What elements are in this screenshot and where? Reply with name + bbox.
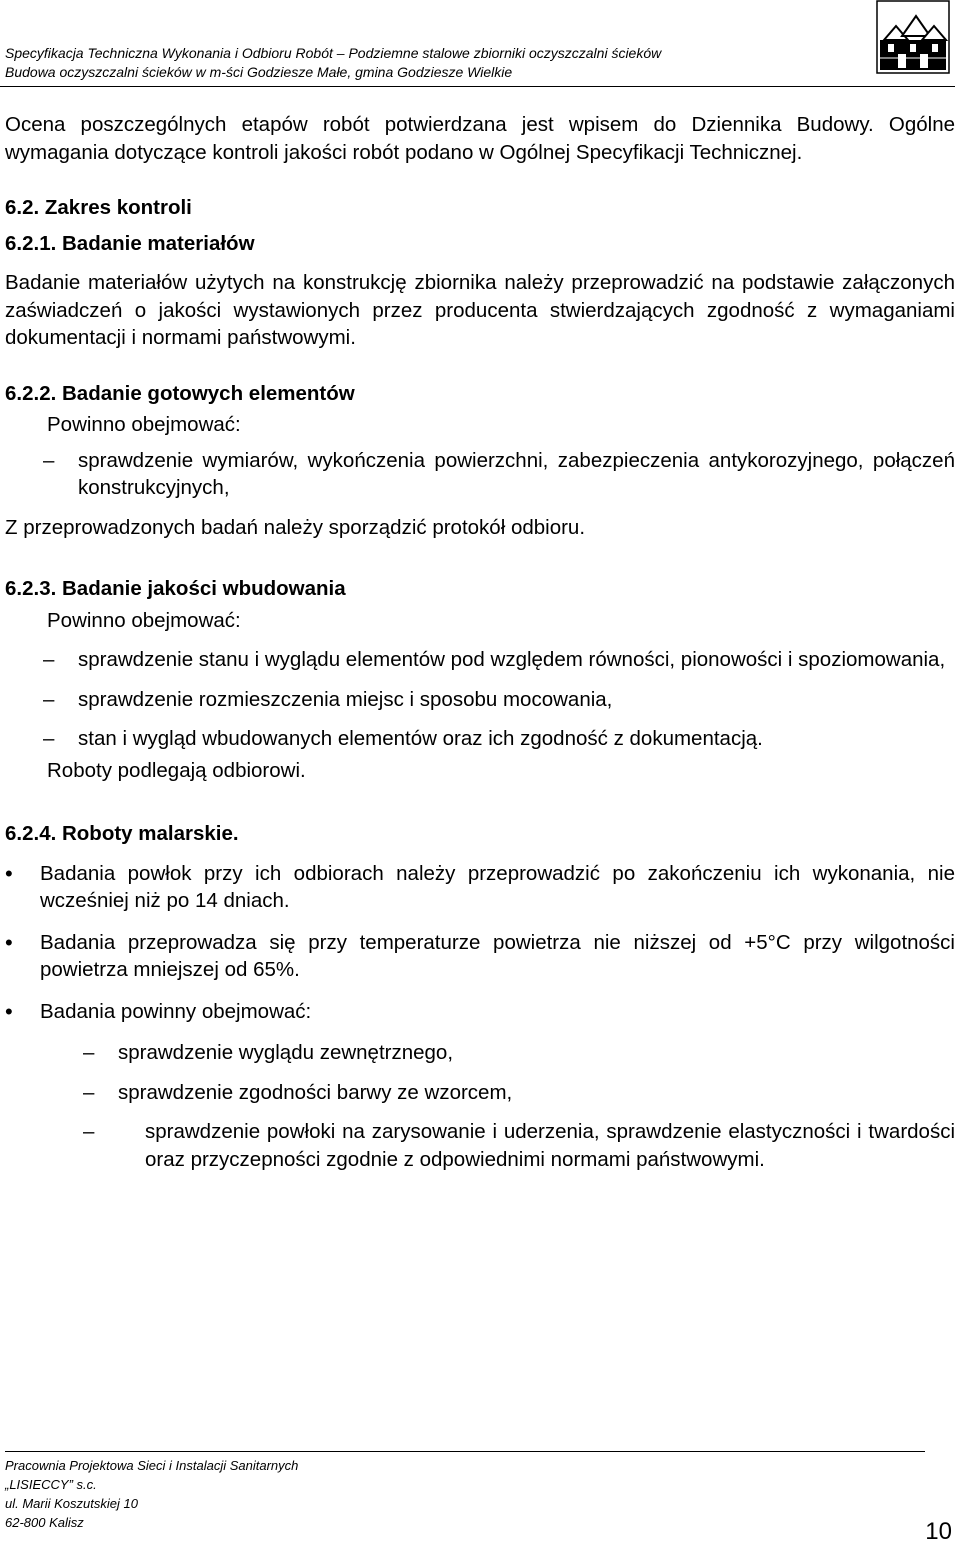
bullet-item (5, 998, 955, 1026)
dash-marker: – (43, 448, 55, 472)
section-heading-6-2-3: 6.2.3. Badanie jakości wbudowania (5, 577, 346, 600)
sub-list-item (5, 1079, 955, 1107)
bullet-marker: • (5, 929, 13, 955)
page-footer (5, 1451, 925, 1532)
footer-city: 62-800 Kalisz (5, 1515, 84, 1530)
dash-marker: – (83, 1080, 95, 1104)
section-heading-6-2-4: 6.2.4. Roboty malarskie. (5, 822, 239, 845)
section-6-2-2-closing: Z przeprowadzonych badań należy sporządzić protokół odbioru. (5, 515, 586, 539)
section-6-2-1-text: Badanie materiałów użytych na konstrukcję zbiornika należy przeprowadzić na podstawie załączonych zaświadczeń o jakości wystawionych przez producenta stwierdzających zgodność z wymaganiami dokumentacji i normami państwowymi. (5, 271, 955, 349)
list-item (5, 447, 955, 502)
dash-marker: – (43, 687, 55, 711)
list-item (5, 646, 955, 674)
page-header (5, 44, 955, 82)
list-item (5, 686, 955, 714)
section-6-2-3-closing: Roboty podlegają odbiorowi. (47, 758, 306, 782)
list-item-text: stan i wygląd wbudowanych elementów oraz ich zgodność z dokumentacją. (78, 727, 763, 750)
bullet-item (5, 860, 955, 915)
dash-marker: – (83, 1120, 95, 1143)
dash-marker: – (83, 1041, 95, 1064)
list-item-text: sprawdzenie stanu i wyglądu elementów pod względem równości, pionowości i spoziomowania, (78, 648, 946, 671)
list-item (5, 725, 955, 753)
footer-divider (5, 1451, 925, 1452)
list-item-text: sprawdzenie rozmieszczenia miejsc i sposobu mocowania, (78, 687, 613, 711)
sub-list-item-text: sprawdzenie zgodności barwy ze wzorcem, (118, 1080, 513, 1104)
intro-paragraph: Ocena poszczególnych etapów robót potwierdzana jest wpisem do Dziennika Budowy. Ogólne wymagania dotyczące kontroli jakości robót podano w Ogólnej Specyfikacji Technicznej. (5, 113, 955, 164)
bullet-marker: • (5, 998, 13, 1024)
sub-list-item-text: sprawdzenie wyglądu zewnętrznego, (118, 1041, 454, 1064)
footer-company-name: „LISIECCY” s.c. (5, 1477, 97, 1492)
list-item-text: sprawdzenie wymiarów, wykończenia powierzchni, zabezpieczenia antykorozyjnego, połączeń konstrukcyjnych, (78, 448, 955, 499)
sub-list-item-text: sprawdzenie powłoki na zarysowanie i uderzenia, sprawdzenie elastyczności i twardości oraz przyczepności zgodnie z odpowiednimi normami państwowymi. (145, 1120, 955, 1171)
section-heading-6-2-1: 6.2.1. Badanie materiałów (5, 231, 255, 255)
bullet-item-text: Badania przeprowadza się przy temperaturze powietrza nie niższej od +5°C przy wilgotności powietrza mniejszej od 65%. (40, 930, 955, 981)
header-title: Specyfikacja Techniczna Wykonania i Odbioru Robót – Podziemne stalowe zbiorniki oczyszczalni ścieków (5, 45, 662, 61)
header-divider (0, 86, 955, 87)
sub-list-item (5, 1039, 955, 1067)
bullet-marker: • (5, 860, 13, 886)
footer-street: ul. Marii Koszutskiej 10 (5, 1496, 138, 1511)
dash-marker: – (43, 727, 55, 750)
header-subtitle: Budowa oczyszczalni ścieków w m-ści Godziesze Małe, gmina Godziesze Wielkie (5, 64, 513, 80)
bullet-item-text: Badania powinny obejmować: (40, 999, 312, 1023)
bullet-item-text: Badania powłok przy ich odbiorach należy przeprowadzić po zakończeniu ich wykonania, nie wcześniej niż po 14 dniach. (40, 861, 955, 912)
company-logo-icon (876, 0, 950, 74)
section-heading-6-2-2: 6.2.2. Badanie gotowych elementów (5, 381, 355, 405)
page-number: 10 (925, 1518, 952, 1545)
dash-marker: – (43, 648, 55, 671)
bullet-item (5, 929, 955, 984)
sub-list-item (5, 1118, 955, 1173)
section-6-2-3-lead: Powinno obejmować: (47, 608, 241, 632)
section-heading-6-2: 6.2. Zakres kontroli (5, 196, 192, 219)
section-6-2-2-lead: Powinno obejmować: (47, 413, 241, 436)
footer-company: Pracownia Projektowa Sieci i Instalacji Sanitarnych (5, 1458, 299, 1473)
document-body (5, 111, 955, 1173)
